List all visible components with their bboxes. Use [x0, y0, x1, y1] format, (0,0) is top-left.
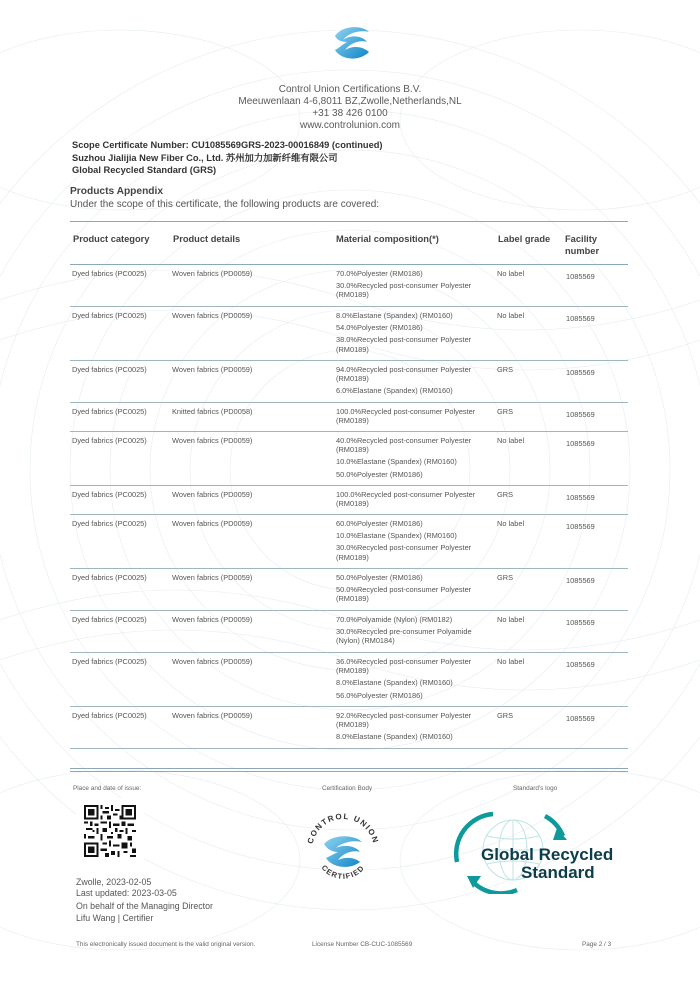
cell-product-details: Woven fabrics (PD0059) [172, 436, 253, 445]
scope-block [72, 139, 632, 177]
cell-facility-number: 1085569 [566, 368, 595, 377]
grs-line2: Standard [521, 863, 595, 882]
material-line: 92.0%Recycled post-consumer Polyester (RM0189) [336, 711, 472, 730]
issue-place-date: Zwolle, 2023-02-05 [76, 877, 152, 887]
certification-body-label: Certification Body [322, 785, 373, 792]
certificate-number: Scope Certificate Number: CU1085569GRS-2023-00016849 (continued) [72, 140, 383, 150]
cell-material-composition [336, 516, 494, 562]
cell-label-grade: GRS [497, 711, 514, 720]
cell-product-category: Dyed fabrics (PC0025) [72, 436, 147, 445]
table-row [70, 307, 628, 361]
material-line: 30.0%Recycled post-consumer Polyester (RM0189) [336, 543, 472, 562]
signatory: Lifu Wang | Certifier [76, 912, 154, 923]
table-row [70, 653, 628, 707]
cell-product-category: Dyed fabrics (PC0025) [72, 311, 147, 320]
control-union-certified-seal [302, 806, 384, 890]
standard-name: Global Recycled Standard (GRS) [72, 165, 217, 175]
cell-product-category: Dyed fabrics (PC0025) [72, 573, 147, 582]
on-behalf: On behalf of the Managing Director [76, 901, 213, 912]
material-line: 8.0%Elastane (Spandex) (RM0160) [336, 678, 453, 688]
table-end-rule-double [70, 771, 628, 772]
cell-product-category: Dyed fabrics (PC0025) [72, 269, 147, 278]
cell-material-composition [336, 487, 494, 508]
material-line: 40.0%Recycled post-consumer Polyester (RM0189) [336, 436, 472, 455]
header-label-grade: Label grade [498, 234, 551, 244]
company-name: Suzhou Jialijia New Fiber Co., Ltd. 苏州加力加新纤维有限公司 [72, 152, 338, 163]
table-row [70, 265, 628, 307]
cell-product-details: Woven fabrics (PD0059) [172, 490, 253, 499]
appendix-subtitle: Under the scope of this certificate, the following products are covered: [70, 199, 380, 210]
cell-material-composition [336, 308, 494, 354]
table-row [70, 707, 628, 749]
cell-product-category: Dyed fabrics (PC0025) [72, 615, 147, 624]
header-product-category: Product category [73, 234, 150, 244]
cell-product-details: Woven fabrics (PD0059) [172, 615, 253, 624]
header-facility-number [565, 233, 599, 257]
cell-product-details: Knitted fabrics (PD0058) [172, 407, 253, 416]
cell-product-category: Dyed fabrics (PC0025) [72, 519, 147, 528]
appendix-title: Products Appendix [70, 186, 164, 197]
license-number: License Number CB-CUC-1085569 [312, 941, 413, 948]
table-row [70, 432, 628, 486]
material-line: 94.0%Recycled post-consumer Polyester (RM0189) [336, 365, 472, 384]
cell-material-composition [336, 708, 494, 742]
table-row [70, 486, 628, 515]
cell-product-details: Woven fabrics (PD0059) [172, 311, 253, 320]
cell-label-grade: No label [497, 519, 525, 528]
cell-label-grade: GRS [497, 407, 514, 416]
header-material-composition: Material composition(*) [336, 234, 439, 244]
grs-standard-logo [445, 806, 630, 894]
cell-material-composition [336, 266, 494, 300]
cell-product-details: Woven fabrics (PD0059) [172, 269, 253, 278]
cell-product-details: Woven fabrics (PD0059) [172, 711, 253, 720]
material-line: 60.0%Polyester (RM0186) [336, 519, 423, 528]
qr-code-box [76, 798, 144, 864]
material-line: 50.0%Recycled post-consumer Polyester (RM0189) [336, 585, 472, 604]
electronic-note: This electronically issued document is the valid original version. [76, 941, 256, 948]
grs-line1: Global Recycled [481, 845, 614, 864]
cell-material-composition [336, 570, 494, 604]
cell-product-category: Dyed fabrics (PC0025) [72, 365, 147, 374]
cell-facility-number: 1085569 [566, 618, 595, 627]
cell-label-grade: No label [497, 436, 525, 445]
cell-facility-number: 1085569 [566, 314, 595, 323]
cell-product-details: Woven fabrics (PD0059) [172, 365, 253, 374]
cell-material-composition [336, 612, 494, 646]
seal-top-text: CONTROL UNION [305, 811, 381, 845]
cell-product-category: Dyed fabrics (PC0025) [72, 490, 147, 499]
material-line: 70.0%Polyester (RM0186) [336, 269, 423, 278]
cell-product-category: Dyed fabrics (PC0025) [72, 657, 147, 666]
standard-logo-label: Standard's logo [513, 785, 558, 792]
table-row [70, 403, 628, 432]
cell-material-composition [336, 433, 494, 479]
cell-product-category: Dyed fabrics (PC0025) [72, 711, 147, 720]
cell-label-grade: GRS [497, 573, 514, 582]
cell-facility-number: 1085569 [566, 714, 595, 723]
cell-facility-number: 1085569 [566, 660, 595, 669]
table-row [70, 515, 628, 569]
table-row [70, 569, 628, 611]
cell-facility-number: 1085569 [566, 272, 595, 281]
table-top-rule [70, 221, 628, 222]
qr-code-image[interactable] [84, 805, 136, 857]
issuer-address: Meeuwenlaan 4-6,8011 BZ,Zwolle,Netherlands,NL [238, 96, 462, 107]
material-line: 36.0%Recycled post-consumer Polyester (RM0189) [336, 657, 472, 676]
material-line: 100.0%Recycled post-consumer Polyester (RM0189) [336, 407, 476, 426]
cell-product-details: Woven fabrics (PD0059) [172, 573, 253, 582]
material-line: 50.0%Polyester (RM0186) [336, 573, 423, 582]
material-line: 30.0%Recycled pre-consumer Polyamide (Nylon) (RM0184) [336, 627, 472, 646]
material-line: 6.0%Elastane (Spandex) (RM0160) [336, 386, 453, 396]
cell-facility-number: 1085569 [566, 410, 595, 419]
issuer-block [0, 84, 700, 132]
cell-label-grade: GRS [497, 365, 514, 374]
material-line: 8.0%Elastane (Spandex) (RM0160) [336, 732, 453, 742]
cell-facility-number: 1085569 [566, 576, 595, 585]
cell-facility-number: 1085569 [566, 493, 595, 502]
cell-facility-number: 1085569 [566, 522, 595, 531]
header-facility-line1: Facility [565, 234, 598, 244]
seal-bottom-text: CERTIFIED [319, 863, 367, 881]
cell-label-grade: No label [497, 657, 525, 666]
cell-material-composition [336, 362, 494, 396]
control-union-wave-logo [331, 22, 373, 62]
last-updated: Last updated: 2023-03-05 [76, 888, 177, 899]
issuer-name: Control Union Certifications B.V. [278, 84, 422, 95]
table-row [70, 611, 628, 653]
material-line: 100.0%Recycled post-consumer Polyester (RM0189) [336, 490, 476, 509]
material-line: 10.0%Elastane (Spandex) (RM0160) [336, 531, 457, 541]
cell-product-category: Dyed fabrics (PC0025) [72, 407, 147, 416]
cell-product-details: Woven fabrics (PD0059) [172, 519, 253, 528]
material-line: 70.0%Polyamide (Nylon) (RM0182) [336, 615, 453, 624]
material-line: 54.0%Polyester (RM0186) [336, 323, 423, 333]
header-product-details: Product details [173, 234, 241, 244]
material-line: 8.0%Elastane (Spandex) (RM0160) [336, 311, 453, 320]
cell-label-grade: No label [497, 311, 525, 320]
material-line: 56.0%Polyester (RM0186) [336, 690, 423, 700]
page-number: Page 2 / 3 [582, 941, 612, 948]
cell-label-grade: GRS [497, 490, 514, 499]
cell-label-grade: No label [497, 615, 525, 624]
cell-facility-number: 1085569 [566, 439, 595, 448]
material-line: 38.0%Recycled post-consumer Polyester (RM0189) [336, 335, 472, 354]
material-line: 10.0%Elastane (Spandex) (RM0160) [336, 457, 457, 467]
cell-product-details: Woven fabrics (PD0059) [172, 657, 253, 666]
material-line: 30.0%Recycled post-consumer Polyester (RM0189) [336, 281, 472, 300]
table-end-rule [70, 768, 628, 769]
cell-label-grade: No label [497, 269, 525, 278]
issuer-phone: +31 38 426 0100 [312, 108, 388, 119]
cell-material-composition [336, 654, 494, 700]
material-line: 50.0%Polyester (RM0186) [336, 469, 423, 479]
table-row [70, 361, 628, 403]
issue-details [76, 877, 213, 924]
issuer-website[interactable]: www.controlunion.com [299, 120, 401, 131]
cell-material-composition [336, 404, 494, 425]
place-date-label: Place and date of issue: [73, 785, 142, 792]
header-facility-line2: number [565, 246, 600, 256]
